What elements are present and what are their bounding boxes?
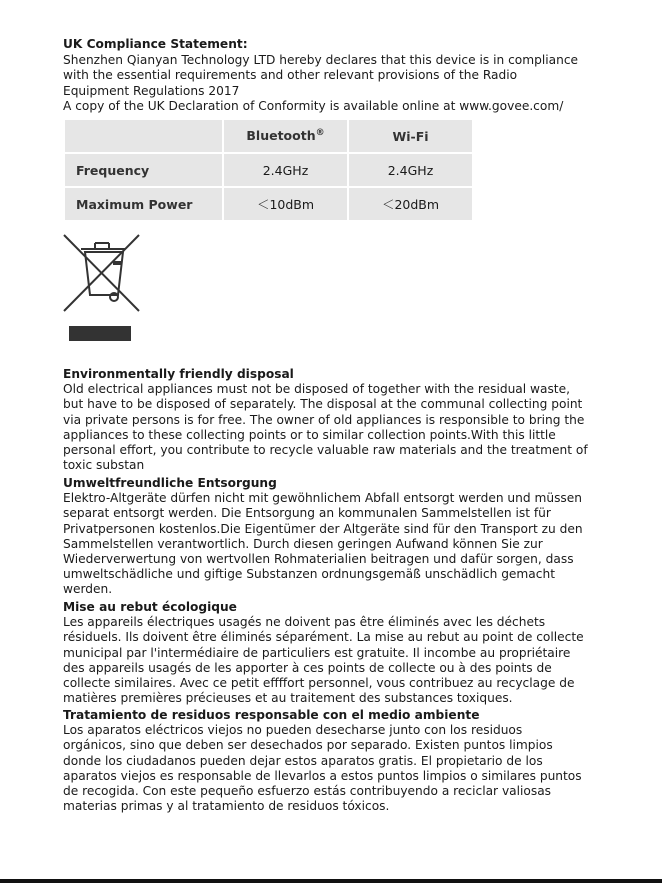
crossed-out-wheelie-bin-icon — [63, 233, 141, 313]
uk-line: Equipment Regulations 2017 — [63, 83, 240, 98]
section-line: but have to be disposed of separately. The disposal at the communal collecting point — [63, 397, 583, 412]
uk-line: with the essential requirements and other relevant provisions of the Radio — [63, 68, 518, 83]
section-line: de recogida. Con este pequeño esfuerzo estás contribuyendo a reciclar valiosas — [63, 784, 552, 799]
uk-line: Shenzhen Qianyan Technology LTD hereby declares that this device is in compliance — [63, 52, 579, 67]
uk-compliance-statement — [63, 37, 623, 115]
table-header-wifi: Wi-Fi — [349, 120, 472, 152]
uk-heading: UK Compliance Statement: — [63, 37, 248, 51]
section-environmental-en — [63, 367, 608, 473]
section-line: Old electrical appliances must not be disposed of together with the residual waste, — [63, 382, 570, 397]
weee-underline-bar — [69, 326, 131, 341]
section-line: appliances to these collecting points or to similar collection points.With this little — [63, 427, 556, 442]
section-line: Wiederverwertung von wertvollen Rohmaterialien beitragen und dafür sorgen, dass — [63, 552, 574, 567]
section-line: werden. — [63, 582, 113, 597]
section-line: collecte similaires. Avec ce petit effffort personnel, vous contribuez au recyclage de — [63, 676, 575, 691]
cell-wifi-power: ＜20dBm — [349, 188, 472, 220]
section-line: donde los ciudadanos pueden dejar estos aparatos gratis. El propietario de los — [63, 753, 543, 768]
section-line: Los aparatos eléctricos viejos no pueden desecharse junto con los residuos — [63, 723, 523, 738]
section-heading: Environmentally friendly disposal — [63, 367, 294, 381]
section-environmental-es — [63, 708, 608, 814]
section-line: municipal par l'intermédiaire de particuliers est gratuite. Il incombe au propriétaire — [63, 645, 571, 660]
table-row — [65, 154, 472, 186]
section-line: résiduels. Ils doivent être éliminés séparément. La mise au rebut au point de collecte — [63, 630, 584, 645]
table-row — [65, 188, 472, 220]
section-line: Les appareils électriques usagés ne doivent pas être éliminés avec les déchets — [63, 615, 546, 630]
row-label-maximum-power: Maximum Power — [65, 188, 222, 220]
bluetooth-header-label: Bluetooth — [246, 128, 316, 144]
table-header-empty — [65, 120, 222, 152]
uk-line: A copy of the UK Declaration of Conformity is available online at www.govee.com/ — [63, 99, 564, 114]
section-line: aparatos viejos es responsable de llevarlos a estos puntos limpios o similares puntos — [63, 768, 582, 783]
registered-mark: ® — [315, 128, 325, 139]
radio-spec-table — [63, 118, 474, 222]
section-line: Privatpersonen kostenlos.Die Eigentümer der Altgeräte sind für den Transport zu den — [63, 521, 583, 536]
cell-bluetooth-power: ＜10dBm — [224, 188, 347, 220]
table-header-bluetooth — [224, 120, 347, 152]
section-environmental-fr — [63, 600, 608, 706]
section-line: separat entsorgt werden. Die Entsorgung an kommunalen Sammelstellen ist für — [63, 506, 551, 521]
cell-wifi-frequency: 2.4GHz — [349, 154, 472, 186]
section-line: umweltschädliche und giftige Substanzen ordnungsgemäß unschädlich gemacht — [63, 567, 555, 582]
section-line: materias primas y al tratamiento de residuos tóxicos. — [63, 799, 390, 814]
section-line: Sammelstellen verantwortlich. Durch diesen geringen Aufwand können Sie zur — [63, 536, 543, 551]
cell-bluetooth-frequency: 2.4GHz — [224, 154, 347, 186]
section-heading: Tratamiento de residuos responsable con el medio ambiente — [63, 708, 480, 722]
table-header-row — [65, 120, 472, 152]
section-environmental-de — [63, 476, 608, 598]
section-heading: Mise au rebut écologique — [63, 600, 237, 614]
section-line: orgánicos, sino que deben ser desechados por separado. Existen puntos limpios — [63, 738, 553, 753]
section-line: via private persons is for free. The owner of old appliances is responsible to bring the — [63, 412, 585, 427]
section-line: personal effort, you contribute to recycle valuable raw materials and the treatment of — [63, 443, 588, 458]
section-heading: Umweltfreundliche Entsorgung — [63, 476, 277, 490]
section-line: toxic substan — [63, 458, 145, 473]
row-label-frequency: Frequency — [65, 154, 222, 186]
section-line: matières premières précieuses et au traitement des substances toxiques. — [63, 691, 513, 706]
section-line: Elektro-Altgeräte dürfen nicht mit gewöhnlichem Abfall entsorgt werden und müssen — [63, 491, 582, 506]
page-bottom-border — [0, 879, 662, 883]
section-line: des appareils usagés de les apporter à ces points de collecte ou à des points de — [63, 660, 552, 675]
